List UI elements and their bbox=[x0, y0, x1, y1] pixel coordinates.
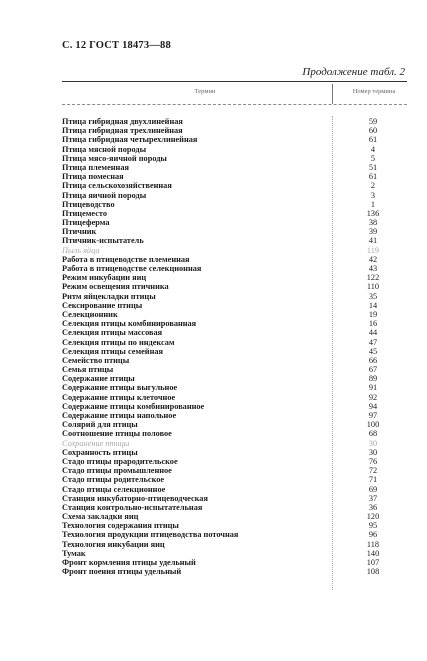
term-cell: Содержание птицы выгульное bbox=[62, 383, 178, 393]
term-cell: Птица яичной породы bbox=[62, 190, 147, 200]
column-header-number: Номер термина bbox=[352, 88, 396, 95]
term-number-cell: 60 bbox=[368, 126, 378, 136]
table-row bbox=[0, 154, 427, 163]
page-header: С. 12 ГОСТ 18473—88 bbox=[62, 40, 171, 51]
table-row bbox=[0, 181, 427, 190]
term-number-cell: 100 bbox=[366, 420, 380, 430]
table-row bbox=[0, 145, 427, 154]
term-cell: Селекция птицы массовая bbox=[62, 328, 163, 338]
term-number-cell: 119 bbox=[366, 245, 380, 255]
term-cell: Птичник bbox=[62, 227, 97, 237]
term-number-cell: 35 bbox=[368, 291, 378, 301]
term-table bbox=[0, 117, 427, 576]
table-continuation-label: Продолжение табл. 2 bbox=[302, 66, 405, 78]
term-cell: Станция инкубаторно-птицеводческая bbox=[62, 493, 208, 503]
term-cell: Тумак bbox=[62, 548, 86, 558]
term-cell: Птицеводство bbox=[62, 199, 115, 209]
term-cell: Режим инкубации яиц bbox=[62, 273, 147, 283]
term-number-cell: 72 bbox=[368, 466, 378, 476]
term-number-cell: 118 bbox=[366, 539, 380, 549]
table-row bbox=[0, 393, 427, 402]
term-number-cell: 3 bbox=[370, 190, 376, 200]
term-cell: Соотношение птицы половое bbox=[62, 429, 172, 439]
term-number-cell: 59 bbox=[368, 117, 378, 126]
table-row bbox=[0, 319, 427, 328]
term-cell: Фронт кормления птицы удельный bbox=[62, 558, 196, 567]
term-number-cell: 51 bbox=[368, 162, 378, 172]
term-number-cell: 61 bbox=[368, 172, 378, 182]
term-number-cell: 136 bbox=[366, 208, 380, 218]
table-row bbox=[0, 457, 427, 466]
table-row bbox=[0, 282, 427, 291]
term-number-cell: 95 bbox=[368, 521, 378, 531]
column-header-term: Термин bbox=[194, 88, 216, 95]
term-cell: Птица гибридная трехлинейная bbox=[62, 126, 183, 136]
table-row bbox=[0, 420, 427, 429]
term-number-cell: 4 bbox=[370, 144, 376, 154]
table-row bbox=[0, 209, 427, 218]
table-row bbox=[0, 512, 427, 521]
term-number-cell: 76 bbox=[368, 456, 378, 466]
term-cell: Режим освещения птичника bbox=[62, 282, 169, 292]
term-cell: Пыль яйца bbox=[62, 245, 100, 255]
term-number-cell: 41 bbox=[368, 236, 378, 246]
table-row bbox=[0, 530, 427, 539]
table-row bbox=[0, 328, 427, 337]
table-row bbox=[0, 227, 427, 236]
term-cell: Технология инкубации яиц bbox=[62, 539, 165, 549]
term-cell: Семья птицы bbox=[62, 365, 114, 375]
term-number-cell: 39 bbox=[368, 227, 378, 237]
table-row bbox=[0, 567, 427, 576]
term-cell: Схема закладки яиц bbox=[62, 512, 139, 522]
table-row bbox=[0, 475, 427, 484]
term-number-cell: 30 bbox=[368, 438, 378, 448]
table-row bbox=[0, 503, 427, 512]
term-cell: Селекция птицы комбинированная bbox=[62, 319, 197, 329]
term-number-cell: 42 bbox=[368, 254, 378, 264]
table-row bbox=[0, 246, 427, 255]
term-cell: Стадо птицы селекционное bbox=[62, 484, 166, 494]
term-cell: Птица гибридная двухлинейная bbox=[62, 117, 183, 126]
term-cell: Стадо птицы промышленное bbox=[62, 466, 172, 476]
term-number-cell: 96 bbox=[368, 530, 378, 540]
table-row bbox=[0, 356, 427, 365]
table-row bbox=[0, 338, 427, 347]
term-cell: Солярий для птицы bbox=[62, 420, 138, 430]
table-row bbox=[0, 485, 427, 494]
term-number-cell: 36 bbox=[368, 502, 378, 512]
term-cell: Птица племенная bbox=[62, 162, 129, 172]
term-number-cell: 69 bbox=[368, 484, 378, 494]
table-row bbox=[0, 163, 427, 172]
term-number-cell: 91 bbox=[368, 383, 378, 393]
table-row bbox=[0, 540, 427, 549]
table-row bbox=[0, 347, 427, 356]
header-rule bbox=[62, 104, 407, 105]
term-number-cell: 43 bbox=[368, 264, 378, 273]
term-number-cell: 140 bbox=[366, 548, 380, 558]
term-number-cell: 61 bbox=[368, 135, 378, 145]
term-cell: Селекция птицы по индексам bbox=[62, 337, 175, 347]
table-row bbox=[0, 429, 427, 438]
term-cell: Птица помесная bbox=[62, 172, 124, 182]
term-number-cell: 66 bbox=[368, 355, 378, 365]
term-number-cell: 68 bbox=[368, 429, 378, 439]
table-row bbox=[0, 117, 427, 126]
term-number-cell: 71 bbox=[368, 475, 378, 485]
table-row bbox=[0, 383, 427, 392]
term-cell: Технология содержания птицы bbox=[62, 521, 179, 531]
term-number-cell: 97 bbox=[368, 411, 378, 420]
term-number-cell: 122 bbox=[366, 273, 380, 283]
term-number-cell: 44 bbox=[368, 328, 378, 338]
term-cell: Селекция птицы семейная bbox=[62, 346, 163, 356]
term-number-cell: 67 bbox=[368, 365, 378, 375]
term-cell: Птица мясной породы bbox=[62, 144, 147, 154]
term-number-cell: 108 bbox=[366, 567, 380, 577]
term-cell: Стадо птицы прародительское bbox=[62, 456, 178, 466]
term-cell: Содержание птицы клеточное bbox=[62, 392, 176, 402]
table-row bbox=[0, 365, 427, 374]
term-number-cell: 1 bbox=[370, 199, 376, 209]
term-number-cell: 47 bbox=[368, 337, 378, 347]
term-cell: Содержание птицы bbox=[62, 374, 135, 384]
term-number-cell: 37 bbox=[368, 493, 378, 503]
term-number-cell: 107 bbox=[366, 558, 380, 567]
term-number-cell: 110 bbox=[366, 282, 380, 292]
table-row bbox=[0, 374, 427, 383]
table-top-rule bbox=[62, 81, 407, 82]
term-number-cell: 19 bbox=[368, 309, 378, 319]
table-row bbox=[0, 236, 427, 245]
term-cell: Станция контрольно-испытательная bbox=[62, 502, 203, 512]
term-number-cell: 2 bbox=[370, 181, 376, 191]
term-cell: Птица сельскохозяйственная bbox=[62, 181, 172, 191]
table-row bbox=[0, 255, 427, 264]
term-cell: Сексирование птицы bbox=[62, 300, 143, 310]
table-row bbox=[0, 126, 427, 135]
table-row bbox=[0, 558, 427, 567]
term-cell: Содержание птицы напольное bbox=[62, 411, 177, 420]
term-cell: Птица мясо-яичной породы bbox=[62, 153, 167, 163]
table-row bbox=[0, 549, 427, 558]
table-row bbox=[0, 218, 427, 227]
term-cell: Технология продукции птицеводства поточная bbox=[62, 530, 239, 540]
term-number-cell: 45 bbox=[368, 346, 378, 356]
table-row bbox=[0, 402, 427, 411]
term-number-cell: 16 bbox=[368, 319, 378, 329]
term-number-cell: 92 bbox=[368, 392, 378, 402]
term-cell: Сохранение птицы bbox=[62, 438, 130, 448]
term-number-cell: 89 bbox=[368, 374, 378, 384]
term-cell: Работа в птицеводстве племенная bbox=[62, 254, 190, 264]
table-row bbox=[0, 494, 427, 503]
table-row bbox=[0, 521, 427, 530]
table-row bbox=[0, 301, 427, 310]
term-cell: Птицеместо bbox=[62, 208, 108, 218]
table-row bbox=[0, 172, 427, 181]
term-number-cell: 14 bbox=[368, 300, 378, 310]
table-row bbox=[0, 439, 427, 448]
table-row bbox=[0, 135, 427, 144]
table-row bbox=[0, 292, 427, 301]
table-row bbox=[0, 448, 427, 457]
term-cell: Птичник-испытатель bbox=[62, 236, 144, 246]
term-cell: Фронт поения птицы удельный bbox=[62, 567, 182, 577]
term-cell: Птица гибридная четырехлинейная bbox=[62, 135, 198, 145]
table-row bbox=[0, 200, 427, 209]
term-cell: Селекционник bbox=[62, 309, 118, 319]
column-separator bbox=[332, 84, 333, 104]
term-cell: Содержание птицы комбинированное bbox=[62, 401, 205, 411]
term-cell: Семейство птицы bbox=[62, 355, 130, 365]
table-row bbox=[0, 310, 427, 319]
term-number-cell: 38 bbox=[368, 218, 378, 228]
term-cell: Ритм яйцекладки птицы bbox=[62, 291, 156, 301]
table-row bbox=[0, 411, 427, 420]
term-cell: Стадо птицы родительское bbox=[62, 475, 165, 485]
term-number-cell: 120 bbox=[366, 512, 380, 522]
table-row bbox=[0, 264, 427, 273]
table-row bbox=[0, 191, 427, 200]
term-number-cell: 30 bbox=[368, 447, 378, 457]
term-number-cell: 5 bbox=[370, 153, 376, 163]
table-row bbox=[0, 273, 427, 282]
term-cell: Сохранность птицы bbox=[62, 447, 138, 457]
term-cell: Птицеферма bbox=[62, 218, 110, 228]
term-cell: Работа в птицеводстве селекционная bbox=[62, 264, 202, 273]
table-row bbox=[0, 466, 427, 475]
term-number-cell: 94 bbox=[368, 401, 378, 411]
